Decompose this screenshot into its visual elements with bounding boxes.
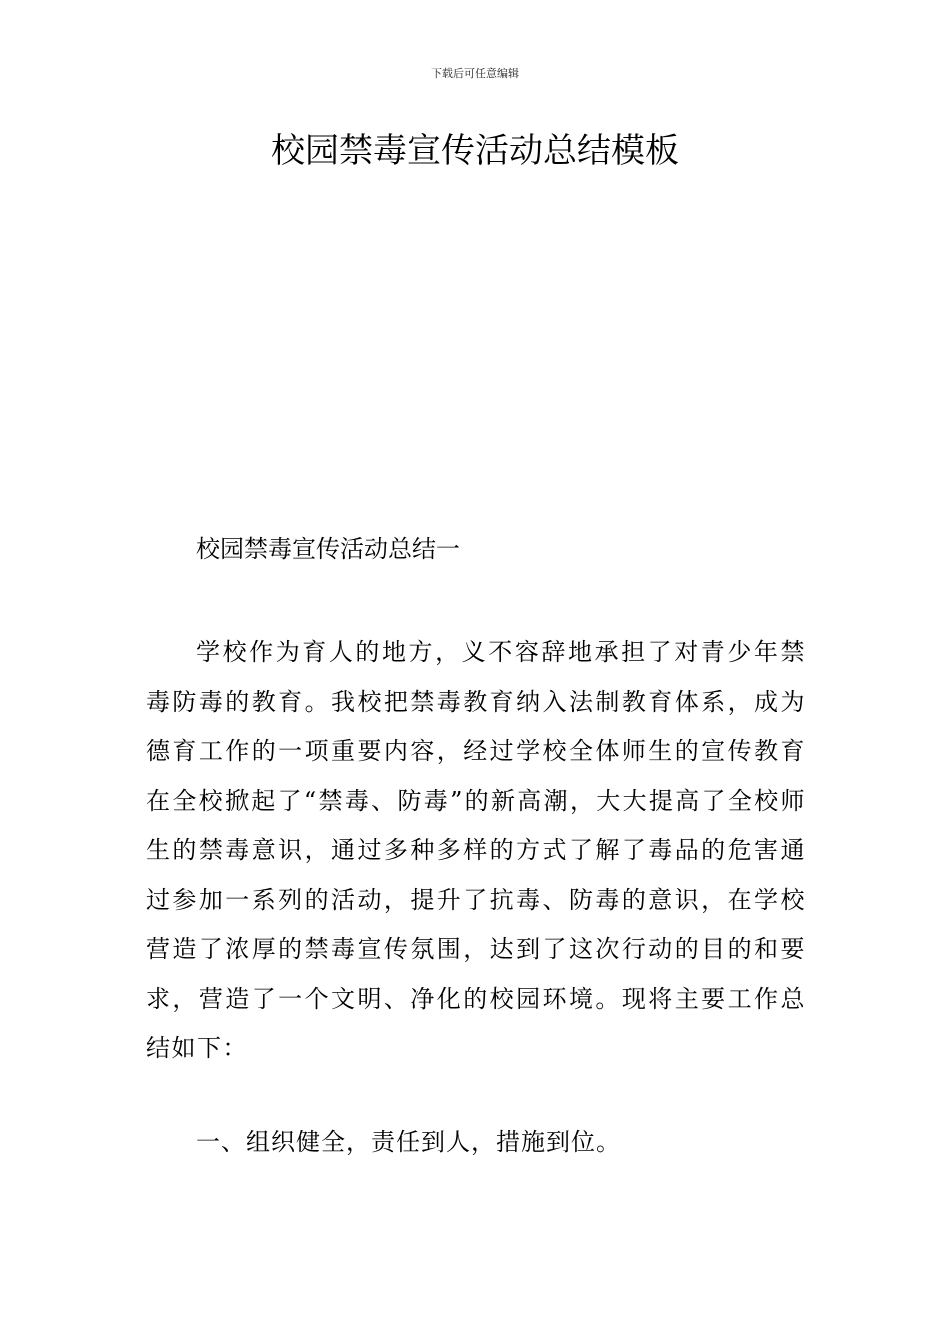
body-paragraph: 学校作为育人的地方，义不容辞地承担了对青少年禁毒防毒的教育。我校把禁毒教育纳入法制教育体系，成为德育工作的一项重要内容，经过学校全体师生的宣传教育在全校掀起了“禁毒、防毒”的新高潮，大大提高了全校师生的禁毒意识，通过多种多样的方式了解了毒品的危害通过参加一系列的活动，提升了抗毒、防毒的意识，在学校营造了浓厚的禁毒宣传氛围，达到了这次行动的目的和要求，营造了一个文明、净化的校园环境。现将主要工作总结如下： [146,638,806,1062]
section-heading: 一、组织健全，责任到人，措施到位。 [196,1128,621,1156]
document-title: 校园禁毒宣传活动总结模板 [271,131,679,171]
header-note: 下载后可任意编辑 [431,67,519,80]
section-subheading: 校园禁毒宣传活动总结一 [196,535,460,563]
